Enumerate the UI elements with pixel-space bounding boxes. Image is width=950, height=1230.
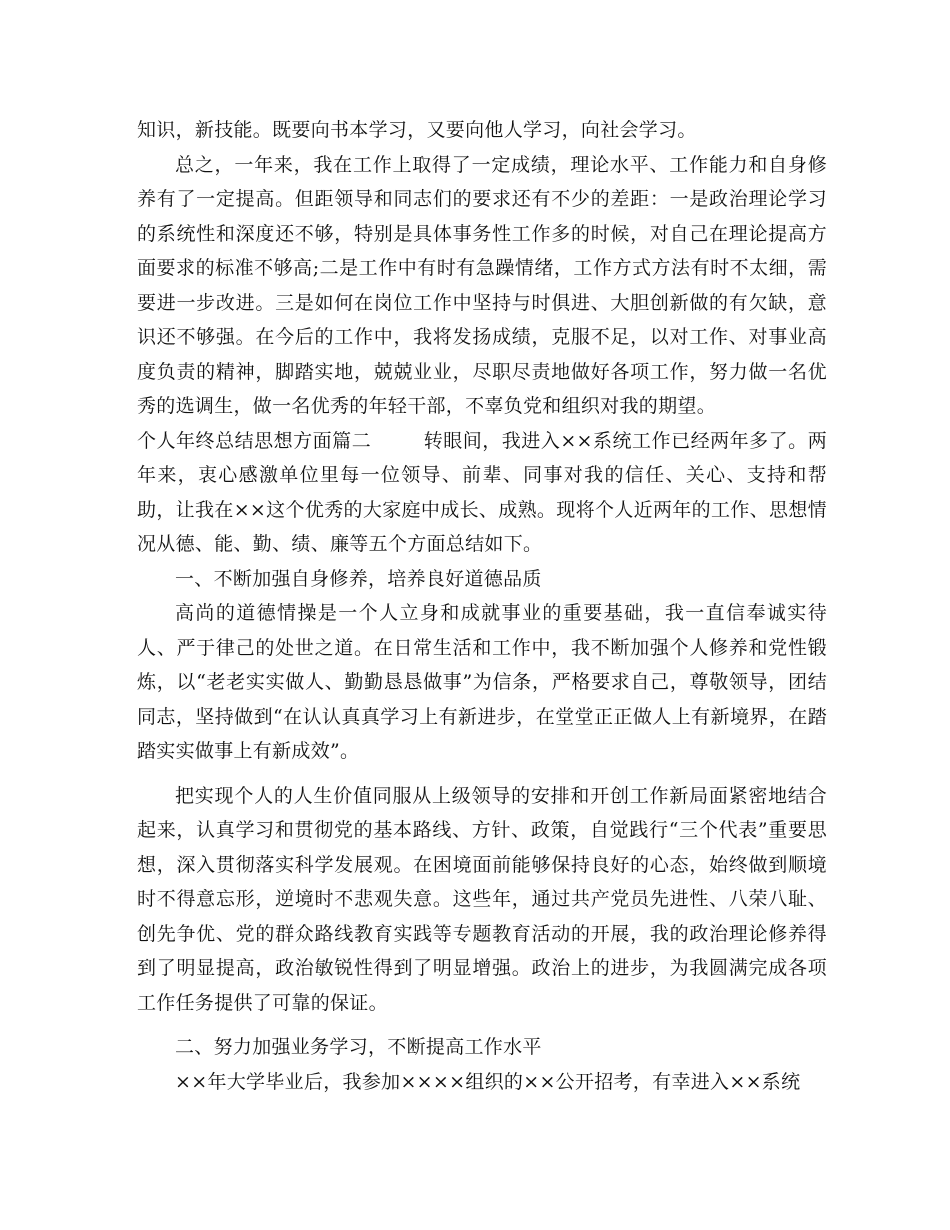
paragraph-text: ××年大学毕业后，我参加××××组织的××公开招考，有幸进入××系统 <box>175 1070 801 1093</box>
paragraph-text: 总之，一年来，我在工作上取得了一定成绩，理论水平、工作能力和自身修养有了一定提高。但距领导和同志们的要求还有不少的差距：一是政治理论学习的系统性和深度还不够，特别是具体事务性工作多的时候，对自己在理论提高方面要求的标准不够高;二是工作中有时有急躁情绪，工作方式方法有时不太细，需要进一步改进。三是如何在岗位工作中坚持与时俱进、大胆创新做的有欠缺，意识还不够强。在今后的工作中，我将发扬成绩，克服不足，以对工作、对事业高度负责的精神，脚踏实地，兢兢业业，尽职尽责地做好各项工作，努力做一名优秀的选调生，做一名优秀的年轻干部，不辜负党和组织对我的期望。 <box>137 153 827 417</box>
paragraph-text: 转眼间，我进入××系统工作已经两年多了。两年来，衷心感激单位里每一位领导、前辈、同事对我的信任、关心、支持和帮助，让我在××这个优秀的大家庭中成长、成熟。现将个人近两年的工作、思想情况从德、能、勤、绩、廉等五个方面总结如下。 <box>137 429 827 555</box>
paragraph-moral <box>137 596 827 769</box>
heading-text: 二、努力加强业务学习，不断提高工作水平 <box>175 1036 542 1058</box>
paragraph-summary <box>137 148 827 424</box>
document-body <box>137 113 827 1099</box>
heading-text: 一、不断加强自身修养，培养良好道德品质 <box>175 567 542 590</box>
article-title: 个人年终总结思想方面篇二 <box>137 429 372 452</box>
title-spacer <box>371 430 423 452</box>
section-heading-two <box>137 1030 827 1065</box>
paragraph-text: 高尚的道德情操是一个人立身和成就事业的重要基础，我一直信奉诚实待人、严于律己的处世之道。在日常生活和工作中，我不断加强个人修养和党性锻炼，以“老老实实做人、勤勤恳恳做事”为信条，严格要求自己，尊敬领导，团结同志，坚持做到“在认认真真学习上有新进步，在堂堂正正做人上有新境界，在踏踏实实做事上有新成效”。 <box>137 602 827 762</box>
paragraph-values <box>137 779 827 1021</box>
paragraph-continuation <box>137 113 827 148</box>
paragraph-study <box>137 1065 827 1100</box>
paragraph-text: 知识，新技能。既要向书本学习，又要向他人学习，向社会学习。 <box>137 119 697 141</box>
paragraph-text: 把实现个人的人生价值同服从上级领导的安排和开创工作新局面紧密地结合起来，认真学习和贯彻党的基本路线、方针、政策，自觉践行“三个代表”重要思想，深入贯彻落实科学发展观。在困境面前能够保持良好的心态，始终做到顺境时不得意忘形，逆境时不悲观失意。这些年，通过共产党员先进性、八荣八耻、创先争优、党的群众路线教育实践等专题教育活动的开展，我的政治理论修养得到了明显提高，政治敏锐性得到了明显增强。政治上的进步，为我圆满完成各项工作任务提供了可靠的保证。 <box>137 784 827 1014</box>
section-heading-part-two <box>137 424 827 562</box>
section-heading-one <box>137 562 827 597</box>
